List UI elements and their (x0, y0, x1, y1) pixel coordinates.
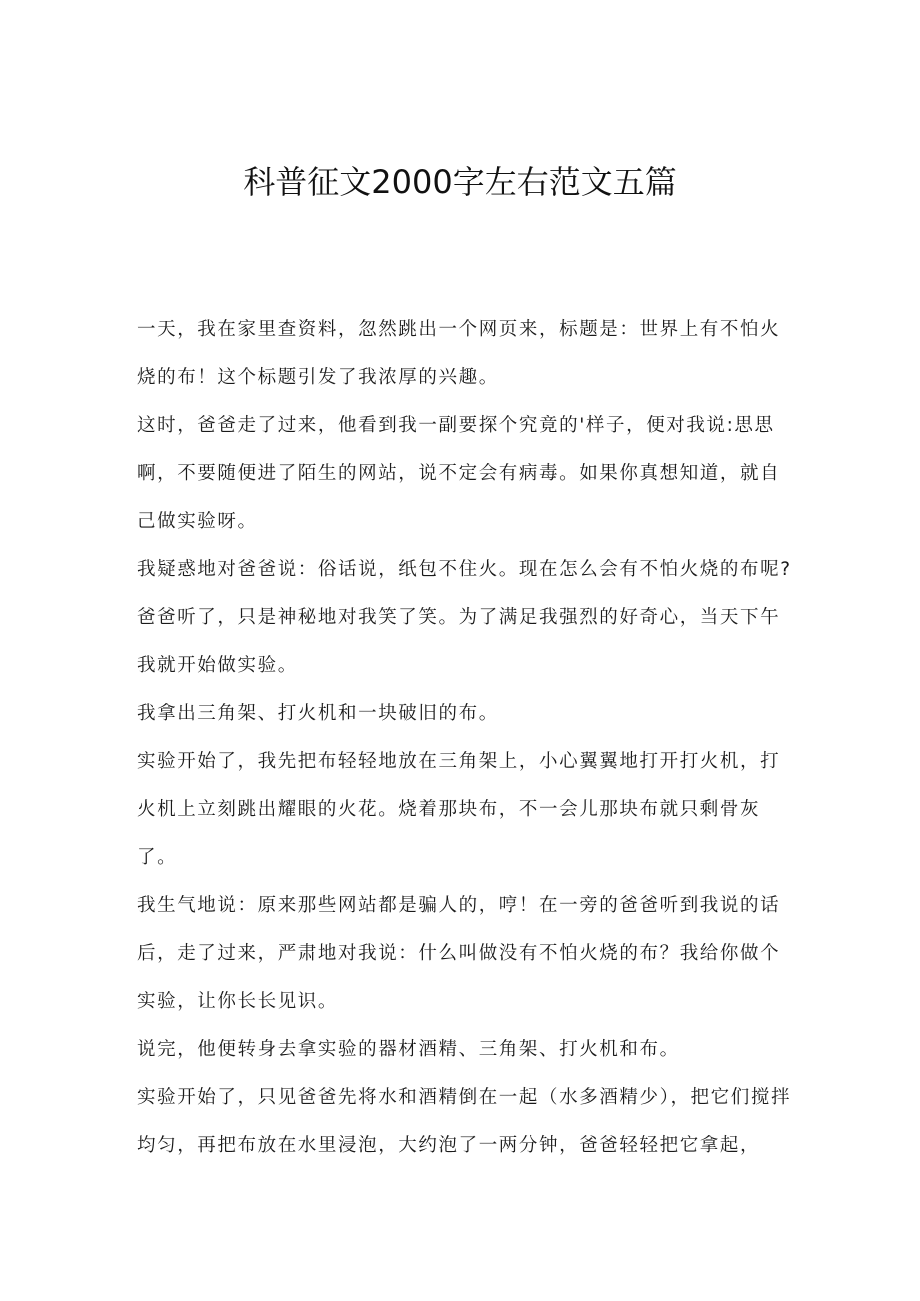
paragraph-7: 说完，他便转身去拿实验的器材酒精、三角架、打火机和布。 (137, 1039, 680, 1060)
paragraph-5: 实验开始了，我先把布轻轻地放在三角架上，小心翼翼地打开打火机，打火机上立刻跳出耀眼的火花。烧着那块布，不一会儿那块布就只剩骨灰了。 (137, 751, 781, 868)
document-title: 科普征文2000字左右范文五篇 (243, 163, 677, 201)
paragraph-4: 我拿出三角架、打火机和一块破旧的布。 (137, 703, 499, 724)
paragraph-6: 我生气地说：原来那些网站都是骗人的，哼！在一旁的爸爸听到我说的话后，走了过来，严肃地对我说：什么叫做没有不怕火烧的布？我给你做个实验，让你长长见识。 (137, 895, 781, 1012)
paragraph-3: 我疑惑地对爸爸说：俗话说，纸包不住火。现在怎么会有不怕火烧的布呢?爸爸听了，只是神秘地对我笑了笑。为了满足我强烈的好奇心，当天下午我就开始做实验。 (137, 559, 792, 676)
paragraph-1: 一天，我在家里查资料，忽然跳出一个网页来，标题是：世界上有不怕火烧的布！这个标题引发了我浓厚的兴趣。 (137, 319, 781, 388)
document-body (137, 306, 797, 1170)
paragraph-2: 这时，爸爸走了过来，他看到我一副要探个究竟的'样子，便对我说:思思啊，不要随便进了陌生的网站，说不定会有病毒。如果你真想知道，就自己做实验呀。 (137, 415, 781, 532)
paragraph-8: 实验开始了，只见爸爸先将水和酒精倒在一起（水多酒精少），把它们搅拌均匀，再把布放在水里浸泡，大约泡了一两分钟，爸爸轻轻把它拿起， (137, 1087, 792, 1156)
